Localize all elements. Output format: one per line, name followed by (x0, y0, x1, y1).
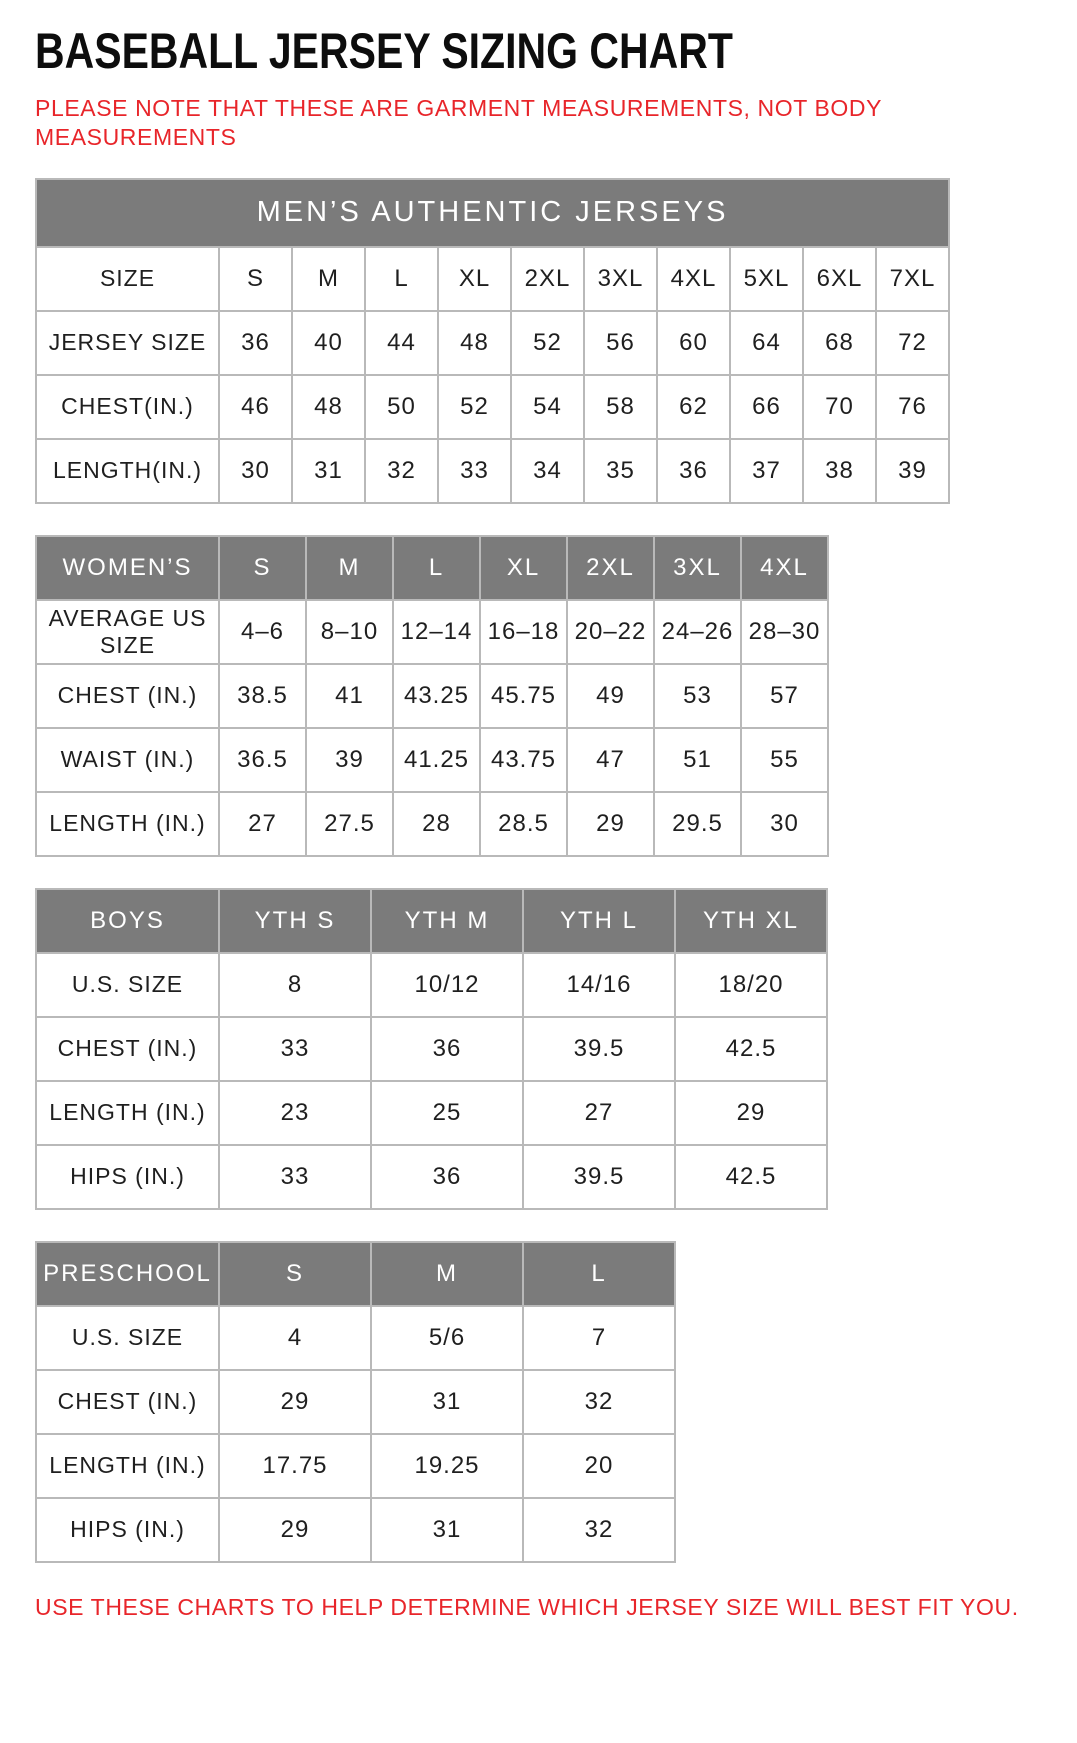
womens-value-cell: 29.5 (654, 792, 741, 856)
womens-value-cell: 55 (741, 728, 828, 792)
womens-value-cell: 47 (567, 728, 654, 792)
womens-value-cell: 36.5 (219, 728, 306, 792)
mens-value-cell: 37 (730, 439, 803, 503)
preschool-value-cell: 20 (523, 1434, 675, 1498)
mens-banner-row (36, 179, 949, 247)
mens-value-cell: 66 (730, 375, 803, 439)
boys-value-cell: 25 (371, 1081, 523, 1145)
womens-value-cell: 28–30 (741, 600, 828, 664)
womens-value-cell: 27 (219, 792, 306, 856)
page-title: BASEBALL JERSEY SIZING CHART (35, 23, 733, 79)
boys-row-label: CHEST (IN.) (36, 1017, 219, 1081)
womens-value-cell: 28 (393, 792, 480, 856)
boys-value-cell: 29 (675, 1081, 827, 1145)
womens-row-label: AVERAGE US SIZE (36, 600, 219, 664)
boys-row-2 (36, 1081, 827, 1145)
boys-value-cell: 8 (219, 953, 371, 1017)
boys-value-cell: 36 (371, 1017, 523, 1081)
preschool-size-header-cell: L (523, 1242, 675, 1306)
womens-size-header-cell: 3XL (654, 536, 741, 600)
boys-size-header-cell: YTH L (523, 889, 675, 953)
preschool-row-label: LENGTH (IN.) (36, 1434, 219, 1498)
womens-value-cell: 38.5 (219, 664, 306, 728)
mens-value-cell: 6XL (803, 247, 876, 311)
mens-value-cell: 4XL (657, 247, 730, 311)
preschool-value-cell: 5/6 (371, 1306, 523, 1370)
mens-value-cell: 31 (292, 439, 365, 503)
mens-value-cell: 60 (657, 311, 730, 375)
preschool-value-cell: 7 (523, 1306, 675, 1370)
garment-measurement-note: PLEASE NOTE THAT THESE ARE GARMENT MEASUREMENTS, NOT BODY MEASUREMENTS (35, 95, 882, 150)
boys-size-header-cell: YTH XL (675, 889, 827, 953)
womens-size-header-cell: M (306, 536, 393, 600)
mens-value-cell: 52 (511, 311, 584, 375)
preschool-row-1 (36, 1370, 675, 1434)
preschool-value-cell: 29 (219, 1498, 371, 1562)
boys-value-cell: 14/16 (523, 953, 675, 1017)
womens-sizing-table (35, 535, 829, 857)
mens-value-cell: 48 (438, 311, 511, 375)
mens-row-label: JERSEY SIZE (36, 311, 219, 375)
mens-value-cell: 50 (365, 375, 438, 439)
preschool-value-cell: 4 (219, 1306, 371, 1370)
mens-value-cell: 46 (219, 375, 292, 439)
preschool-header-label: PRESCHOOL (36, 1242, 219, 1306)
boys-value-cell: 42.5 (675, 1145, 827, 1209)
mens-row-label: SIZE (36, 247, 219, 311)
womens-value-cell: 20–22 (567, 600, 654, 664)
mens-value-cell: 32 (365, 439, 438, 503)
womens-value-cell: 28.5 (480, 792, 567, 856)
womens-value-cell: 29 (567, 792, 654, 856)
womens-value-cell: 57 (741, 664, 828, 728)
boys-size-header-cell: YTH S (219, 889, 371, 953)
footer-text: USE THESE CHARTS TO HELP DETERMINE WHICH JERSEY SIZE WILL BEST FIT YOU. (35, 1593, 1019, 1620)
boys-sizing-table (35, 888, 828, 1210)
boys-value-cell: 10/12 (371, 953, 523, 1017)
boys-value-cell: 33 (219, 1145, 371, 1209)
mens-value-cell: 3XL (584, 247, 657, 311)
mens-value-cell: 54 (511, 375, 584, 439)
womens-value-cell: 49 (567, 664, 654, 728)
mens-row-0 (36, 247, 949, 311)
preschool-row-label: CHEST (IN.) (36, 1370, 219, 1434)
boys-row-1 (36, 1017, 827, 1081)
womens-row-3 (36, 792, 828, 856)
mens-value-cell: 56 (584, 311, 657, 375)
boys-value-cell: 39.5 (523, 1145, 675, 1209)
mens-value-cell: 52 (438, 375, 511, 439)
boys-row-0 (36, 953, 827, 1017)
womens-header-label: WOMEN’S (36, 536, 219, 600)
mens-value-cell: S (219, 247, 292, 311)
womens-value-cell: 8–10 (306, 600, 393, 664)
womens-header-row (36, 536, 828, 600)
mens-row-1 (36, 311, 949, 375)
mens-value-cell: 30 (219, 439, 292, 503)
preschool-value-cell: 17.75 (219, 1434, 371, 1498)
mens-value-cell: 76 (876, 375, 949, 439)
mens-row-label: LENGTH(IN.) (36, 439, 219, 503)
boys-size-header-cell: YTH M (371, 889, 523, 953)
womens-value-cell: 51 (654, 728, 741, 792)
womens-value-cell: 41 (306, 664, 393, 728)
boys-header-row (36, 889, 827, 953)
preschool-size-header-cell: M (371, 1242, 523, 1306)
mens-value-cell: 68 (803, 311, 876, 375)
mens-value-cell: 34 (511, 439, 584, 503)
mens-row-label: CHEST(IN.) (36, 375, 219, 439)
preschool-size-header-cell: S (219, 1242, 371, 1306)
boys-value-cell: 36 (371, 1145, 523, 1209)
womens-row-label: WAIST (IN.) (36, 728, 219, 792)
boys-row-label: HIPS (IN.) (36, 1145, 219, 1209)
womens-row-1 (36, 664, 828, 728)
womens-size-header-cell: 2XL (567, 536, 654, 600)
womens-value-cell: 4–6 (219, 600, 306, 664)
mens-value-cell: 48 (292, 375, 365, 439)
preschool-row-label: U.S. SIZE (36, 1306, 219, 1370)
womens-value-cell: 43.25 (393, 664, 480, 728)
preschool-row-3 (36, 1498, 675, 1562)
preschool-sizing-table (35, 1241, 676, 1563)
mens-value-cell: 35 (584, 439, 657, 503)
womens-value-cell: 30 (741, 792, 828, 856)
preschool-value-cell: 31 (371, 1498, 523, 1562)
boys-value-cell: 42.5 (675, 1017, 827, 1081)
womens-size-header-cell: L (393, 536, 480, 600)
mens-banner-title: MEN’S AUTHENTIC JERSEYS (36, 179, 949, 247)
mens-value-cell: 36 (219, 311, 292, 375)
boys-value-cell: 23 (219, 1081, 371, 1145)
womens-value-cell: 45.75 (480, 664, 567, 728)
mens-value-cell: XL (438, 247, 511, 311)
womens-row-2 (36, 728, 828, 792)
mens-value-cell: 72 (876, 311, 949, 375)
mens-value-cell: 2XL (511, 247, 584, 311)
boys-row-label: LENGTH (IN.) (36, 1081, 219, 1145)
boys-row-3 (36, 1145, 827, 1209)
preschool-value-cell: 32 (523, 1370, 675, 1434)
mens-value-cell: L (365, 247, 438, 311)
womens-value-cell: 16–18 (480, 600, 567, 664)
womens-size-header-cell: XL (480, 536, 567, 600)
mens-value-cell: 40 (292, 311, 365, 375)
womens-size-header-cell: 4XL (741, 536, 828, 600)
womens-value-cell: 53 (654, 664, 741, 728)
mens-value-cell: 36 (657, 439, 730, 503)
mens-authentic-jerseys-table (35, 178, 950, 504)
womens-value-cell: 41.25 (393, 728, 480, 792)
preschool-row-2 (36, 1434, 675, 1498)
womens-value-cell: 27.5 (306, 792, 393, 856)
womens-value-cell: 39 (306, 728, 393, 792)
preschool-value-cell: 32 (523, 1498, 675, 1562)
mens-value-cell: 58 (584, 375, 657, 439)
mens-row-3 (36, 439, 949, 503)
mens-value-cell: 38 (803, 439, 876, 503)
preschool-value-cell: 31 (371, 1370, 523, 1434)
boys-value-cell: 39.5 (523, 1017, 675, 1081)
mens-row-2 (36, 375, 949, 439)
mens-value-cell: 44 (365, 311, 438, 375)
mens-value-cell: 39 (876, 439, 949, 503)
mens-value-cell: 7XL (876, 247, 949, 311)
mens-value-cell: 64 (730, 311, 803, 375)
womens-row-label: LENGTH (IN.) (36, 792, 219, 856)
boys-row-label: U.S. SIZE (36, 953, 219, 1017)
mens-value-cell: 33 (438, 439, 511, 503)
mens-value-cell: 70 (803, 375, 876, 439)
preschool-row-0 (36, 1306, 675, 1370)
mens-value-cell: M (292, 247, 365, 311)
womens-row-0 (36, 600, 828, 664)
boys-value-cell: 18/20 (675, 953, 827, 1017)
womens-row-label: CHEST (IN.) (36, 664, 219, 728)
womens-value-cell: 24–26 (654, 600, 741, 664)
preschool-row-label: HIPS (IN.) (36, 1498, 219, 1562)
womens-value-cell: 43.75 (480, 728, 567, 792)
preschool-value-cell: 19.25 (371, 1434, 523, 1498)
mens-value-cell: 62 (657, 375, 730, 439)
preschool-value-cell: 29 (219, 1370, 371, 1434)
boys-value-cell: 33 (219, 1017, 371, 1081)
womens-size-header-cell: S (219, 536, 306, 600)
boys-header-label: BOYS (36, 889, 219, 953)
boys-value-cell: 27 (523, 1081, 675, 1145)
womens-value-cell: 12–14 (393, 600, 480, 664)
mens-value-cell: 5XL (730, 247, 803, 311)
preschool-header-row (36, 1242, 675, 1306)
